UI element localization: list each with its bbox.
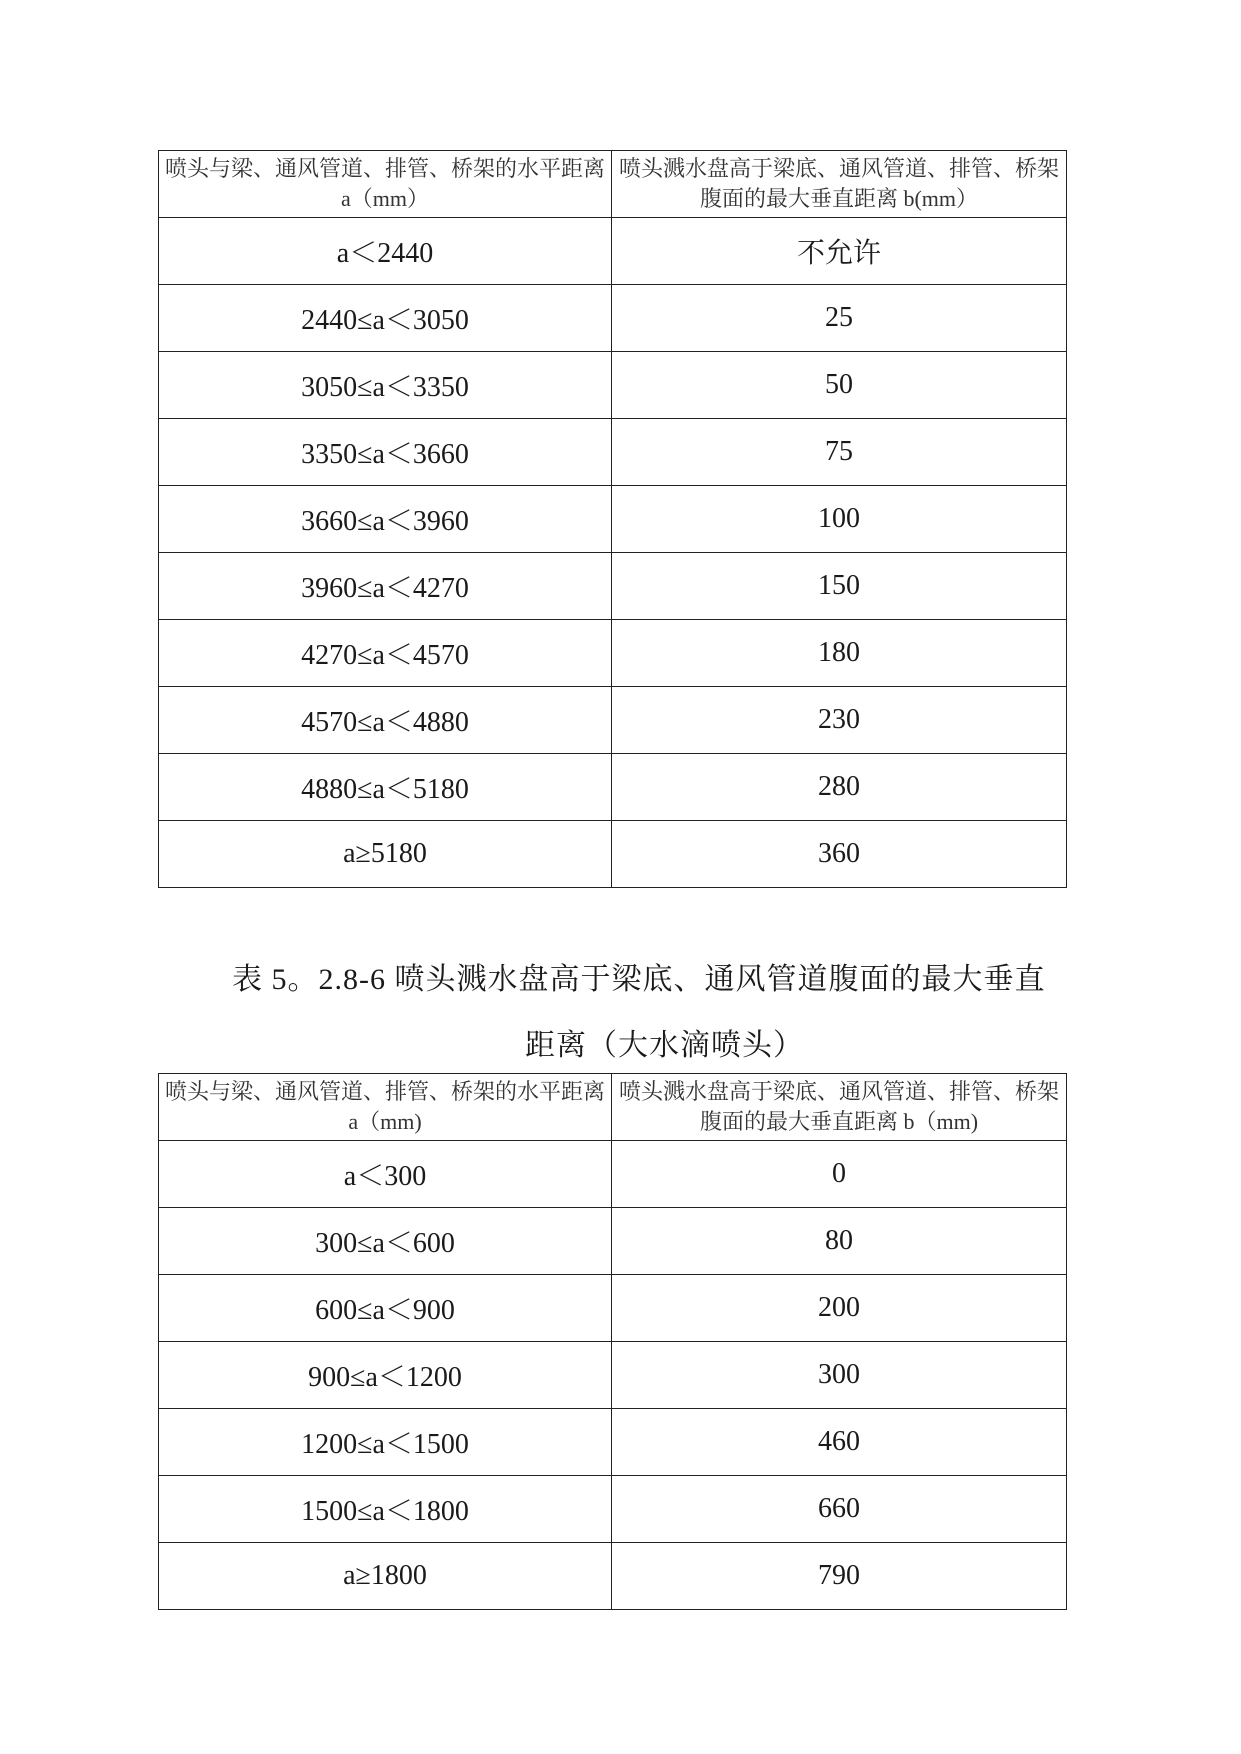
- table-caption-line2-wrapper: [0, 1020, 1241, 1064]
- table-header-row: [159, 151, 1067, 218]
- header-horizontal-distance: 喷头与梁、通风管道、排管、桥架的水平距离 a（mm): [159, 1074, 612, 1141]
- table-caption-line1: 表 5。2.8-6 喷头溅水盘高于梁底、通风管道腹面的最大垂直: [232, 963, 1046, 996]
- cell-horizontal-distance: a≥5180: [159, 821, 612, 888]
- table-row: [159, 1543, 1067, 1610]
- cell-horizontal-distance: a≥1800: [159, 1543, 612, 1610]
- table-row: [159, 1342, 1067, 1409]
- table-row: [159, 419, 1067, 486]
- cell-horizontal-distance: 900≤a＜1200: [159, 1342, 612, 1409]
- cell-horizontal-distance: 3350≤a＜3660: [159, 419, 612, 486]
- header-max-vertical-distance: 喷头溅水盘高于梁底、通风管道、排管、桥架腹面的最大垂直距离 b(mm）: [612, 151, 1067, 218]
- cell-horizontal-distance: 300≤a＜600: [159, 1208, 612, 1275]
- cell-horizontal-distance: a＜2440: [159, 218, 612, 285]
- cell-horizontal-distance: a＜300: [159, 1141, 612, 1208]
- cell-horizontal-distance: 3960≤a＜4270: [159, 553, 612, 620]
- table-row: [159, 687, 1067, 754]
- cell-horizontal-distance: 3050≤a＜3350: [159, 352, 612, 419]
- table-sprinkler-distance-1: [158, 150, 1067, 888]
- table-row: [159, 754, 1067, 821]
- table-caption-line2: 距离（大水滴喷头）: [525, 1029, 804, 1062]
- cell-max-vertical-distance: 460: [612, 1409, 1067, 1476]
- table-row: [159, 620, 1067, 687]
- cell-max-vertical-distance: 0: [612, 1141, 1067, 1208]
- table-row: [159, 218, 1067, 285]
- table-row: [159, 1476, 1067, 1543]
- table-row: [159, 352, 1067, 419]
- cell-max-vertical-distance: 100: [612, 486, 1067, 553]
- table-row: [159, 1141, 1067, 1208]
- cell-max-vertical-distance: 300: [612, 1342, 1067, 1409]
- cell-horizontal-distance: 4880≤a＜5180: [159, 754, 612, 821]
- cell-horizontal-distance: 1500≤a＜1800: [159, 1476, 612, 1543]
- header-horizontal-distance: 喷头与梁、通风管道、排管、桥架的水平距离 a（mm）: [159, 151, 612, 218]
- table-row: [159, 486, 1067, 553]
- cell-max-vertical-distance: 25: [612, 285, 1067, 352]
- cell-max-vertical-distance: 50: [612, 352, 1067, 419]
- table-row: [159, 553, 1067, 620]
- cell-horizontal-distance: 600≤a＜900: [159, 1275, 612, 1342]
- cell-max-vertical-distance: 790: [612, 1543, 1067, 1610]
- table-row: [159, 285, 1067, 352]
- table-sprinkler-distance-2: [158, 1073, 1067, 1610]
- cell-horizontal-distance: 1200≤a＜1500: [159, 1409, 612, 1476]
- cell-max-vertical-distance: 180: [612, 620, 1067, 687]
- cell-max-vertical-distance: 280: [612, 754, 1067, 821]
- cell-max-vertical-distance: 360: [612, 821, 1067, 888]
- table-row: [159, 821, 1067, 888]
- cell-max-vertical-distance: 660: [612, 1476, 1067, 1543]
- cell-horizontal-distance: 3660≤a＜3960: [159, 486, 612, 553]
- cell-max-vertical-distance: 75: [612, 419, 1067, 486]
- cell-max-vertical-distance: 不允许: [612, 218, 1067, 285]
- cell-max-vertical-distance: 200: [612, 1275, 1067, 1342]
- cell-horizontal-distance: 4570≤a＜4880: [159, 687, 612, 754]
- cell-max-vertical-distance: 80: [612, 1208, 1067, 1275]
- cell-max-vertical-distance: 230: [612, 687, 1067, 754]
- table-row: [159, 1409, 1067, 1476]
- table-row: [159, 1208, 1067, 1275]
- table-header-row: [159, 1074, 1067, 1141]
- cell-horizontal-distance: 2440≤a＜3050: [159, 285, 612, 352]
- cell-max-vertical-distance: 150: [612, 553, 1067, 620]
- cell-horizontal-distance: 4270≤a＜4570: [159, 620, 612, 687]
- table-row: [159, 1275, 1067, 1342]
- header-max-vertical-distance: 喷头溅水盘高于梁底、通风管道、排管、桥架腹面的最大垂直距离 b（mm): [612, 1074, 1067, 1141]
